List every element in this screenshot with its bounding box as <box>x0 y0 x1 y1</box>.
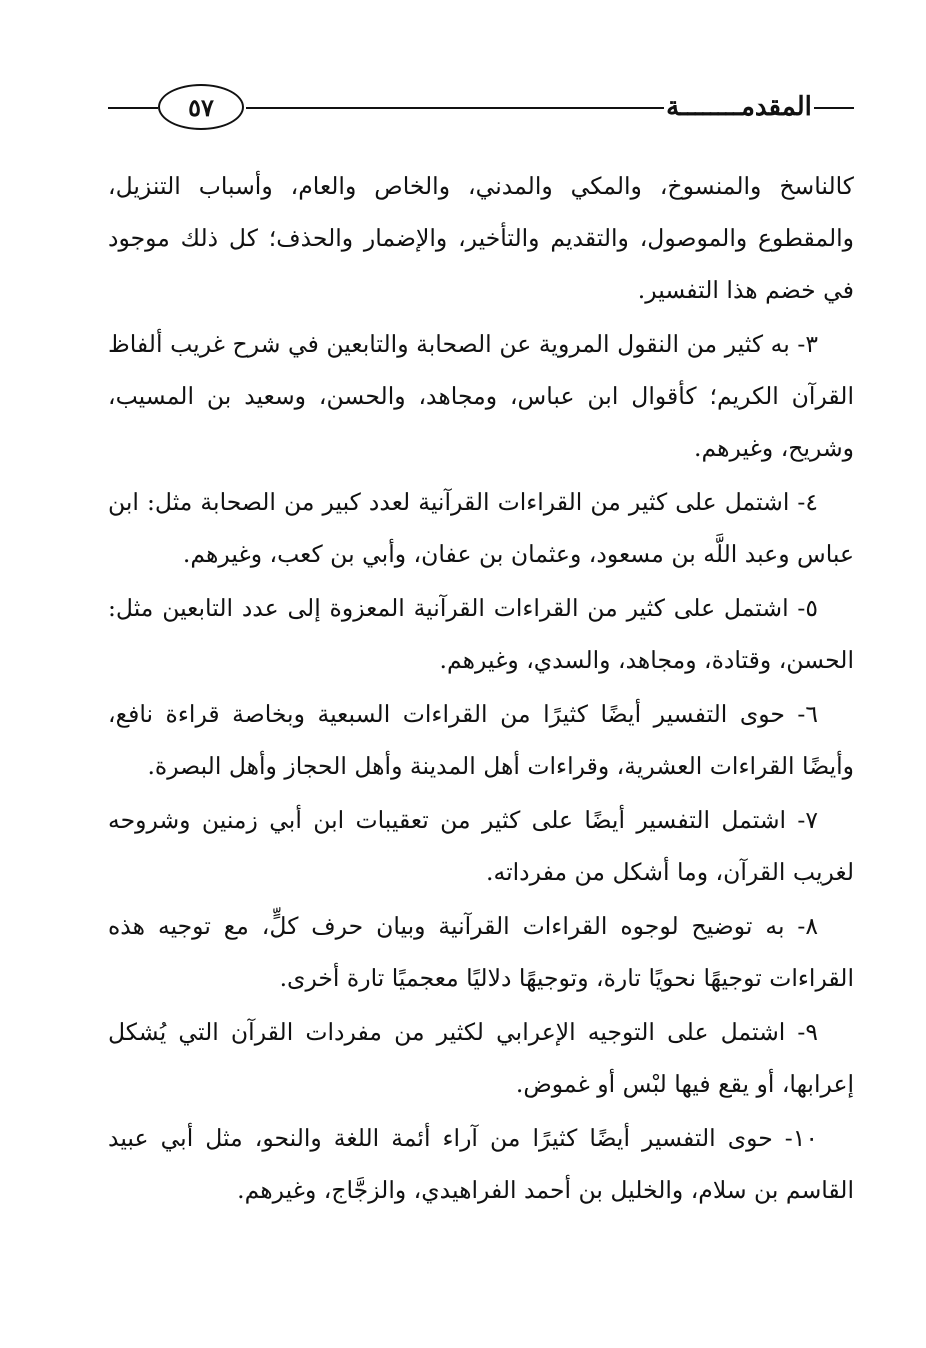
paragraph: ٦- حوى التفسير أيضًا كثيرًا من القراءات السبعية وبخاصة قراءة نافع، وأيضًا القراءات العشرية، وقراءات أهل المدينة وأهل الحجاز وأهل البصرة. <box>108 700 854 780</box>
body-text <box>108 160 854 1218</box>
paragraph: ١٠- حوى التفسير أيضًا كثيرًا من آراء أئمة اللغة والنحو، مثل أبي عبيد القاسم بن سلام، والخليل بن أحمد الفراهيدي، والزجَّاج، وغيرهم. <box>108 1124 854 1204</box>
header-rule-right <box>814 107 854 109</box>
paragraph: ٩- اشتمل على التوجيه الإعرابي لكثير من مفردات القرآن التي يُشكل إعرابها، أو يقع فيها لبْس أو غموض. <box>108 1018 854 1098</box>
chapter-title: المقدمــــــــة <box>664 82 814 132</box>
paragraph: ٣- به كثير من النقول المروية عن الصحابة والتابعين في شرح غريب ألفاظ القرآن الكريم؛ كأقوال ابن عباس، ومجاهد، والحسن، وسعيد بن المسيب، وشريح، وغيرهم. <box>108 330 854 462</box>
paragraph: ٤- اشتمل على كثير من القراءات القرآنية لعدد كبير من الصحابة مثل: ابن عباس وعبد اللَّه بن مسعود، وعثمان بن عفان، وأبي بن كعب، وغيرهم. <box>108 488 854 568</box>
page-header <box>108 72 854 142</box>
header-rule-middle <box>246 107 698 109</box>
page-number: ٥٧ <box>158 84 244 130</box>
header-rule-left <box>108 107 158 109</box>
paragraph: ٨- به توضيح لوجوه القراءات القرآنية وبيان حرف كلٍّ، مع توجيه هذه القراءات توجيهًا نحويًا تارة، وتوجيهًا دلاليًا معجميًا تارة أخرى. <box>108 912 854 992</box>
paragraph: ٧- اشتمل التفسير أيضًا على كثير من تعقيبات ابن أبي زمنين وشروحه لغريب القرآن، وما أشكل من مفرداته. <box>108 806 854 886</box>
paragraph: كالناسخ والمنسوخ، والمكي والمدني، والخاص والعام، وأسباب التنزيل، والمقطوع والموصول، والتقديم والتأخير، والإضمار والحذف؛ كل ذلك موجود في خضم هذا التفسير. <box>108 172 854 304</box>
paragraph: ٥- اشتمل على كثير من القراءات القرآنية المعزوة إلى عدد التابعين مثل: الحسن، وقتادة، ومجاهد، والسدي، وغيرهم. <box>108 594 854 674</box>
